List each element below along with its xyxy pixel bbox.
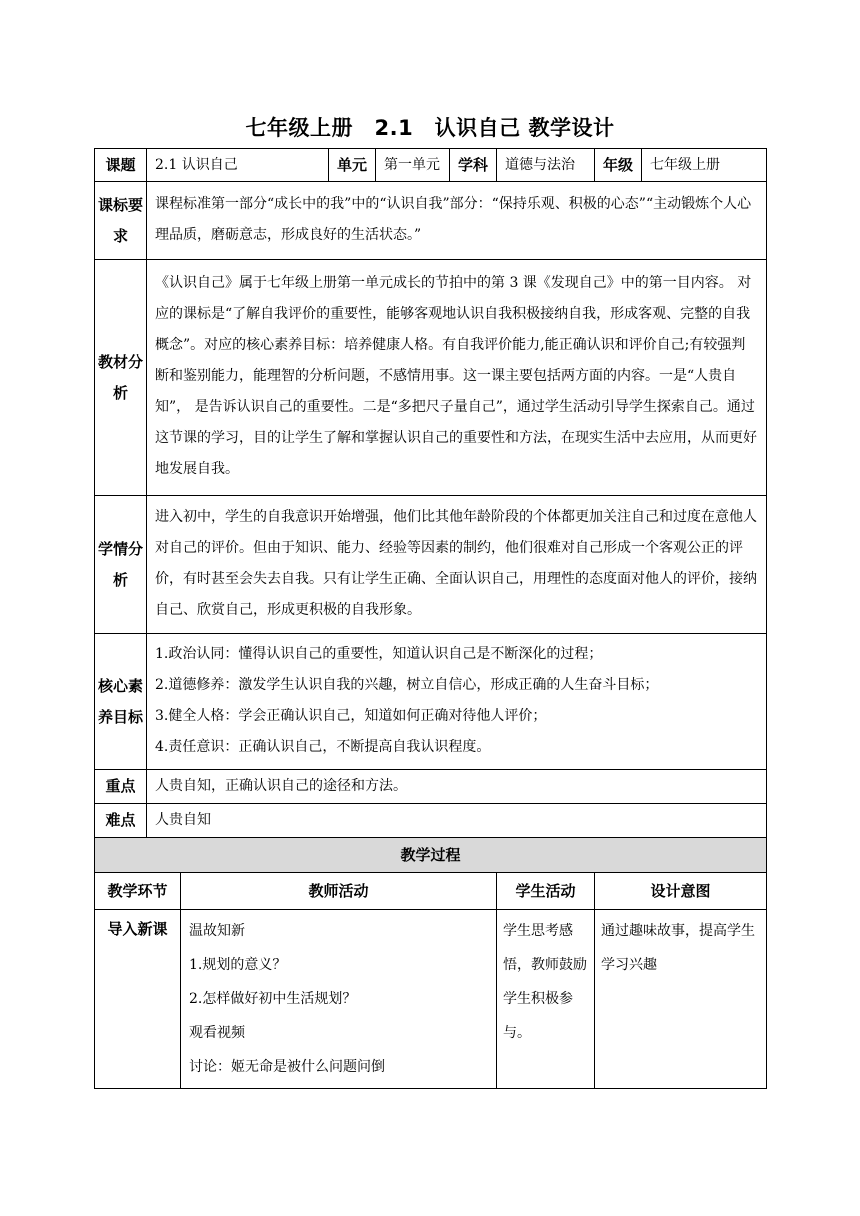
teacher-line: 2.怎样做好初中生活规划？ <box>189 991 357 1007</box>
standard-row <box>95 182 767 260</box>
row-teacher <box>181 910 497 1089</box>
goals-label: 核心素养目标 <box>95 634 147 770</box>
lesson-plan-table <box>94 148 767 1089</box>
students-label: 学情分析 <box>95 496 147 634</box>
teacher-line: 观看视频 <box>189 1025 245 1041</box>
row-stage: 导入新课 <box>95 910 181 1089</box>
material-text: 《认识自己》属于七年级上册第一单元成长的节拍中的第 3 课《发现自己》中的第一目内容。 对应的课标是“了解自我评价的重要性，能够客观地认识自我积极接纳自我，形成客观、完整的自我概念”。对应的核心素养目标：培养健康人格。有自我评价能力,能正确认识和评价自己;有较强判断和鉴别能力，能理智的分析问题，不感情用事。这一课主要包括两方面的内容。一是“人贵自知”， 是告诉认识自己的重要性。二是“多把尺子量自己”，通过学生活动引导学生探索自己。通过这节课的学习，目的让学生了解和掌握认识自己的重要性和方法，在现实生活中去应用，从而更好地发展自我。 <box>147 260 767 496</box>
students-text: 进入初中，学生的自我意识开始增强，他们比其他年龄阶段的个体都更加关注自己和过度在意他人对自己的评价。但由于知识、能力、经验等因素的制约，他们很难对自己形成一个客观公正的评价，有时甚至会失去自我。只有让学生正确、全面认识自己，用理性的态度面对他人的评价，接纳自己、欣赏自己，形成更积极的自我形象。 <box>147 496 767 634</box>
process-band: 教学过程 <box>95 838 767 873</box>
row-intent: 通过趣味故事，提高学生学习兴趣 <box>595 910 767 1089</box>
grade-label: 年级 <box>595 149 642 182</box>
unit-value: 第一单元 <box>376 149 450 182</box>
process-header-row <box>95 873 767 910</box>
difficulty-label: 难点 <box>95 804 147 838</box>
header-intent: 设计意图 <box>595 873 767 910</box>
teacher-line: 1.规划的意义？ <box>189 957 287 973</box>
difficulty-row <box>95 804 767 838</box>
standard-label: 课标要求 <box>95 182 147 260</box>
standard-text: 课程标准第一部分“成长中的我”中的“认识自我”部分：“保持乐观、积极的心态”“主动锻炼个人心理品质，磨砺意志，形成良好的生活状态。” <box>147 182 767 260</box>
goal-item: 3.健全人格：学会正确认识自己，知道如何正确对待他人评价； <box>155 707 547 724</box>
students-row <box>95 496 767 634</box>
header-teacher: 教师活动 <box>181 873 497 910</box>
header-student: 学生活动 <box>497 873 595 910</box>
subject-value: 道德与法治 <box>497 149 595 182</box>
lesson-label: 课题 <box>95 149 147 182</box>
grade-value: 七年级上册 <box>642 149 767 182</box>
key-label: 重点 <box>95 770 147 804</box>
header-stage: 教学环节 <box>95 873 181 910</box>
material-label: 教材分析 <box>95 260 147 496</box>
info-row <box>95 149 767 182</box>
subject-label: 学科 <box>450 149 497 182</box>
goals-list <box>147 634 767 770</box>
process-row <box>95 910 767 1089</box>
goal-item: 1.政治认同：懂得认识自己的重要性，知道认识自己是不断深化的过程； <box>155 645 603 662</box>
lesson-value: 2.1 认识自己 <box>147 149 329 182</box>
key-row <box>95 770 767 804</box>
difficulty-text: 人贵自知 <box>147 804 767 838</box>
process-band-row <box>95 838 767 873</box>
document-title: 七年级上册 2.1 认识自己 教学设计 <box>245 116 615 140</box>
goal-item: 4.责任意识：正确认识自己，不断提高自我认识程度。 <box>155 738 491 755</box>
teacher-line: 温故知新 <box>189 923 245 939</box>
goal-item: 2.道德修养：激发学生认识自我的兴趣，树立自信心，形成正确的人生奋斗目标； <box>155 676 659 693</box>
teacher-line: 讨论：姬无命是被什么问题问倒 <box>189 1059 385 1075</box>
key-text: 人贵自知，正确认识自己的途径和方法。 <box>147 770 767 804</box>
goals-row <box>95 634 767 770</box>
row-student: 学生思考感悟，教师鼓励学生积极参与。 <box>497 910 595 1089</box>
material-row <box>95 260 767 496</box>
unit-label: 单元 <box>329 149 376 182</box>
